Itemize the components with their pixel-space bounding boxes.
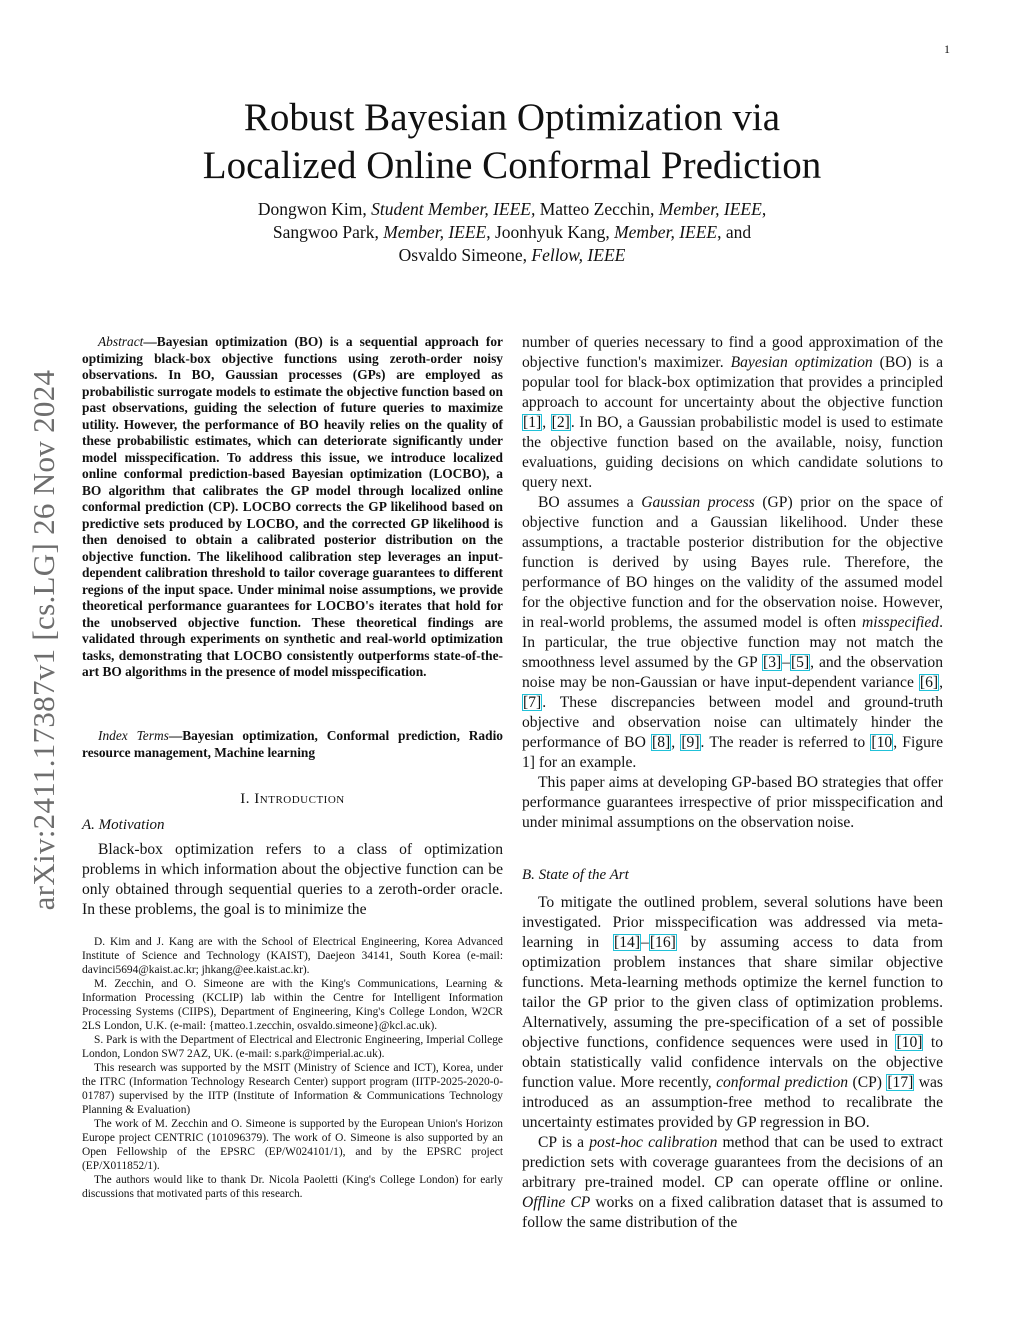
author-line-2 [0, 221, 1024, 244]
body-text: , [542, 414, 551, 431]
subsection-heading-motivation: A. Motivation [82, 817, 165, 833]
author-role: Member, IEEE [614, 222, 718, 242]
body-text: – [641, 934, 649, 951]
subsection-heading-state-of-the-art: B. State of the Art [522, 867, 629, 883]
page-number: 1 [944, 42, 950, 56]
footnote-funding-msit: This research was supported by the MSIT (Ministry of Science and ICT), Korea, under the ITRC (Information Technology Research Center) support program (IITP-2025-2020-0-01787) supervised by the IITP (Institute of Information & Communications Technology Planning & Evaluation) [82, 1062, 503, 1116]
paragraph-bo-intro [522, 333, 943, 493]
body-text: (GP) prior on the space of objective function and a Gaussian likelihood. Under these assumptions, a tractable posterior distribution for the objective function is derived by using Bayes rule. Therefore, the performance of BO hinges on the validity of the assumed model for the objective function and for the observation noise. However, in real-world problems, the assumed model is often [522, 494, 943, 631]
body-text: works on a fixed calibration dataset that is assumed to follow the same distribution of the [522, 1194, 943, 1231]
author-text: , [761, 199, 767, 219]
body-text: (BO) is a popular tool for black-box optimization that provides a principled approach to account for uncertainty about the objective function [522, 354, 943, 411]
index-terms-text: —Bayesian optimization, Conformal prediction, Radio resource management, Machine learning [82, 728, 503, 760]
author-text: Dongwon Kim, [257, 199, 372, 219]
body-text: , [939, 674, 943, 691]
right-column-lower [522, 893, 943, 1233]
body-emphasis: Bayesian optimization [730, 354, 873, 371]
body-emphasis: post-hoc calibration [589, 1134, 718, 1151]
paragraph-prior-work [522, 893, 943, 1133]
citation-link[interactable]: [14] [614, 934, 641, 951]
section-heading-introduction [82, 791, 503, 808]
body-text: . The reader is referred to [700, 734, 871, 751]
abstract [82, 334, 503, 681]
author-text: Sangwoo Park, [272, 222, 384, 242]
body-text: . In particular, the true objective function may not match the smoothness level assumed by the GP [522, 614, 943, 671]
body-text: To mitigate the outlined problem, several solutions have been investigated. Prior misspecification was addressed via meta-learning in [522, 894, 943, 951]
abstract-lead: Abstract [98, 334, 144, 349]
body-text: to obtain statistically valid confidence intervals on the objective function value. More recently, [522, 1034, 943, 1091]
body-emphasis: Offline CP [522, 1194, 591, 1211]
right-column-upper [522, 333, 943, 833]
footnote-affiliation-imperial: S. Park is with the Department of Electrical and Electronic Engineering, Imperial College London, London SW7 2AZ, UK. (e-mail: s.park@imperial.ac.uk). [82, 1034, 503, 1060]
author-text: , Joonhyuk Kang, [486, 222, 615, 242]
footnote-affiliation-kcl: M. Zecchin, and O. Simeone are with the King's Communications, Learning & Information Processing (KCLIP) lab within the Centre for Intelligent Information Processing Systems (CIIPS), Department of Engineering, King's College London, W2CR 2LS London, U.K. (e-mail: {matteo.1.zecchin, osvaldo.simeone}@kcl.ac.uk). [82, 978, 503, 1032]
author-line-3 [0, 244, 1024, 267]
paragraph-aims: This paper aims at developing GP-based BO strategies that offer performance guarantees irrespective of prior misspecification and under minimal assumptions on the observation noise. [522, 774, 943, 831]
citation-link[interactable]: [10 [871, 734, 893, 751]
citation-link[interactable]: [3] [763, 654, 782, 671]
citation-link[interactable]: [1] [523, 414, 542, 431]
paragraph-gp-assumptions [522, 493, 943, 773]
author-text: Matteo Zecchin, [535, 199, 659, 219]
body-text: (CP) [848, 1074, 887, 1091]
footnote-affiliation-kaist: D. Kim and J. Kang are with the School of Electrical Engineering, Korea Advanced Institute of Science and Technology (KAIST), Daejeon 34141, South Korea (e-mail: davinci5694@kaist.ac.kr; jhkang@ee.kaist.ac.kr). [82, 936, 503, 976]
body-text: method that can be used to extract prediction sets with coverage guarantees from the decisions of an arbitrary pre-trained model. CP can operate offline or online. [522, 1134, 944, 1191]
citation-link[interactable]: [8] [652, 734, 671, 751]
body-text: – [782, 654, 790, 671]
body-emphasis: conformal prediction [716, 1074, 849, 1091]
author-text: , and [717, 222, 752, 242]
citation-link[interactable]: [6] [919, 674, 939, 691]
body-text: by assuming access to data from optimization problem instances that share similar objective functions. Meta-learning methods optimize the kernel function to tailor the GP prior to the given class of optimization problems. Alternatively, assuming the pre-specification of a set of possible objective functions, confidence sequences were used in [522, 934, 943, 1051]
footnote-acknowledgement: The authors would like to thank Dr. Nicola Paoletti (King's College London) for early discussions that motivated parts of this research. [82, 1174, 503, 1200]
body-text: was introduced as an assumption-free method to recalibrate the uncertainty estimates provided by GP regression in BO. [522, 1074, 943, 1131]
author-line-1 [0, 198, 1024, 221]
author-list [0, 198, 1024, 267]
title-line-2: Localized Online Conformal Prediction [202, 144, 822, 187]
citation-link[interactable]: [2] [551, 414, 570, 431]
body-text: , [671, 734, 681, 751]
index-terms [82, 728, 503, 761]
citation-link[interactable]: [5] [790, 654, 810, 671]
body-text: CP is a [538, 1134, 590, 1151]
body-emphasis: Gaussian process [641, 494, 755, 511]
section-title: Introduction [254, 791, 345, 807]
abstract-text: —Bayesian optimization (BO) is a sequential approach for optimizing black-box objective functions using zeroth-order noisy observations. In BO, Gaussian processes (GPs) are employed as probabilistic surrogate models to estimate the objective function based on past observations, guiding the selection of future queries to maximize utility. However, the performance of BO heavily relies on the quality of these probabilistic estimates, which can deteriorate significantly under model misspecification. To address this issue, we introduce localized online conformal prediction-based Bayesian optimization (LOCBO), a BO algorithm that calibrates the GP model through localized online conformal prediction (CP). LOCBO corrects the GP likelihood based on predictive sets produced by LOCBO, and the corrected GP likelihood is then denoised to obtain a calibrated posterior distribution on the objective function. The likelihood calibration step leverages an input-dependent calibration threshold to tailor coverage guarantees to different regions of the input space. Under minimal noise assumptions, we provide theoretical performance guarantees for LOCBO's iterates that hold for the unobserved objective function. These theoretical findings are validated through experiments on synthetic and real-world optimization tasks, demonstrating that LOCBO consistently outperforms state-of-the-art BO algorithms in the presence of model misspecification. [82, 334, 503, 679]
citation-link[interactable]: [9] [681, 734, 700, 751]
body-text: BO assumes a [538, 494, 642, 511]
title-line-1: Robust Bayesian Optimization via [243, 96, 781, 139]
motivation-paragraph [82, 840, 503, 920]
paper-title [0, 94, 1024, 190]
section-numeral: I. [240, 791, 255, 807]
body-text: , and the observation noise may be non-Gaussian or have input-dependent variance [522, 654, 943, 691]
citation-link[interactable]: [7] [523, 694, 542, 711]
body-text: , Figure 1] for an example. [522, 734, 944, 771]
index-terms-lead: Index Terms [98, 728, 169, 743]
body-text: . In BO, a Gaussian probabilistic model is used to estimate the objective function based on the available, noisy, function evaluations, guiding decisions on which candidate solutions to query next. [522, 414, 944, 491]
author-role: Student Member, IEEE, [371, 199, 536, 219]
author-text: Osvaldo Simeone, [398, 245, 532, 265]
paragraph-cp [522, 1133, 943, 1233]
citation-link[interactable]: [10] [896, 1034, 923, 1051]
author-role: Member, IEEE [383, 222, 487, 242]
citation-link[interactable]: [17] [887, 1074, 914, 1091]
footnotes [82, 935, 503, 1201]
arxiv-stamp: arXiv:2411.17387v1 [cs.LG] 26 Nov 2024 [26, 369, 61, 911]
citation-link[interactable]: [16] [649, 934, 676, 951]
body-text: Black-box optimization refers to a class of optimization problems in which information about the objective function can be only obtained through sequential queries to a zeroth-order oracle. In these problems, the goal is to minimize the [82, 841, 503, 918]
body-text: . These discrepancies between model and ground-truth objective and observation noise can ultimately hinder the performance of BO [522, 694, 943, 751]
body-text: number of queries necessary to find a good approximation of the objective function's maximizer. [522, 334, 943, 371]
author-role: Fellow, IEEE [531, 245, 626, 265]
footnote-funding-eu: The work of M. Zecchin and O. Simeone is supported by the European Union's Horizon Europe project CENTRIC (101096379). The work of O. Simeone is also supported by an Open Fellowship of the EPSRC (EP/W024101/1), and by the EPSRC project (EP/X011852/1). [82, 1118, 503, 1172]
author-role: Member, IEEE [658, 199, 762, 219]
body-emphasis: misspecified [862, 614, 940, 631]
